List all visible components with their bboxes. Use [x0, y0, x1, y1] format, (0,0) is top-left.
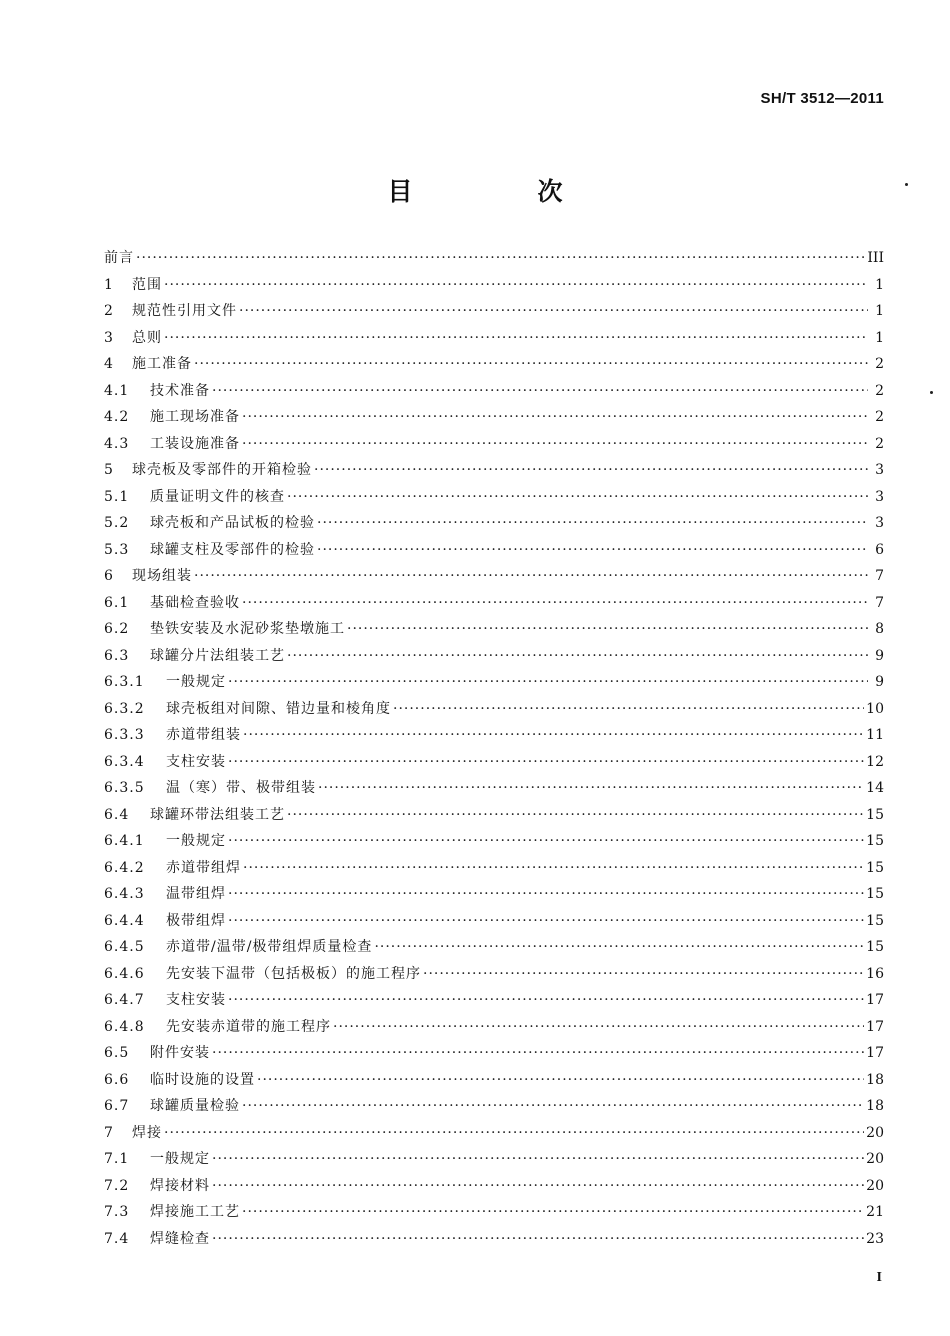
toc-dot-leader — [212, 1231, 864, 1247]
toc-entry-page: 3 — [875, 462, 884, 478]
toc-entry[interactable] — [104, 327, 884, 354]
toc-entry-number: 7.2 — [104, 1177, 130, 1194]
toc-entry-label: 前言 — [104, 250, 134, 266]
toc-entry-number: 6.3.1 — [104, 674, 145, 690]
toc-entry-label: 总则 — [132, 329, 162, 346]
toc-entry-label: 温带组焊 — [166, 886, 226, 902]
toc-dot-leader — [228, 754, 864, 770]
toc-entry-label: 施工现场准备 — [150, 409, 240, 425]
toc-entry-page: 3 — [875, 488, 884, 505]
toc-dot-leader — [257, 1072, 864, 1088]
toc-entry[interactable] — [104, 247, 884, 274]
toc-entry[interactable] — [104, 1148, 884, 1175]
toc-entry-number: 5.1 — [104, 488, 130, 505]
toc-entry-number: 4 — [104, 356, 114, 372]
toc-entry[interactable] — [104, 671, 884, 698]
toc-entry-label: 垫铁安装及水泥砂浆垫墩施工 — [150, 621, 345, 637]
toc-entry-number: 6.5 — [104, 1045, 130, 1061]
toc-entry-label: 临时设施的设置 — [150, 1071, 255, 1088]
toc-entry-label: 球壳板组对间隙、错边量和棱角度 — [166, 700, 391, 717]
toc-entry-label: 球罐分片法组装工艺 — [150, 647, 285, 664]
toc-entry[interactable] — [104, 883, 884, 910]
toc-entry-page: 1 — [875, 276, 884, 293]
toc-entry[interactable] — [104, 1122, 884, 1149]
toc-entry-page: 17 — [866, 992, 884, 1008]
toc-entry-number: 6.4.6 — [104, 965, 145, 982]
toc-entry-label: 球壳板和产品试板的检验 — [150, 515, 315, 531]
toc-entry-page: 2 — [875, 356, 884, 372]
toc-dot-leader — [317, 515, 868, 531]
toc-entry[interactable] — [104, 1095, 884, 1122]
page-number: I — [876, 1270, 882, 1285]
toc-entry[interactable] — [104, 1201, 884, 1228]
toc-entry-number: 6.1 — [104, 594, 130, 611]
toc-entry-page: 7 — [875, 568, 884, 584]
toc-entry-label: 支柱安装 — [166, 992, 226, 1008]
scan-speck — [905, 183, 908, 186]
toc-dot-leader — [136, 250, 865, 266]
toc-entry-label: 附件安装 — [150, 1045, 210, 1061]
toc-entry-label: 焊接 — [132, 1124, 162, 1141]
toc-entry-label: 球罐环带法组装工艺 — [150, 806, 285, 823]
toc-dot-leader — [194, 568, 868, 584]
toc-entry[interactable] — [104, 565, 884, 592]
toc-entry-label: 先安装赤道带的施工程序 — [166, 1018, 331, 1035]
toc-entry[interactable] — [104, 963, 884, 990]
toc-entry[interactable] — [104, 512, 884, 539]
toc-entry-number: 6.3 — [104, 647, 130, 664]
toc-dot-leader — [242, 1204, 864, 1220]
toc-dot-leader — [228, 886, 864, 902]
toc-dot-leader — [242, 595, 868, 611]
toc-dot-leader — [164, 277, 868, 293]
toc-dot-leader — [347, 621, 868, 637]
toc-entry-label: 球罐支柱及零部件的检验 — [150, 541, 315, 558]
toc-entry-page: 12 — [866, 753, 884, 770]
toc-entry-number: 6.7 — [104, 1098, 130, 1114]
toc-entry[interactable] — [104, 830, 884, 857]
toc-entry-page: 9 — [875, 674, 884, 690]
toc-entry[interactable] — [104, 1016, 884, 1043]
toc-entry-number: 6.4.4 — [104, 912, 145, 929]
toc-entry-number: 5 — [104, 462, 114, 478]
toc-entry-label: 现场组装 — [132, 568, 192, 584]
toc-entry-label: 工装设施准备 — [150, 435, 240, 452]
toc-entry-page: 2 — [875, 382, 884, 399]
toc-entry[interactable] — [104, 1228, 884, 1255]
toc-entry-page: 18 — [866, 1098, 884, 1114]
toc-entry-label: 基础检查验收 — [150, 594, 240, 611]
toc-dot-leader — [242, 1098, 864, 1114]
toc-entry-label: 一般规定 — [150, 1151, 210, 1167]
toc-entry[interactable] — [104, 380, 884, 407]
toc-entry[interactable] — [104, 618, 884, 645]
toc-entry[interactable] — [104, 539, 884, 566]
toc-dot-leader — [374, 939, 864, 955]
toc-entry-page: 15 — [866, 912, 884, 929]
toc-dot-leader — [164, 1125, 864, 1141]
toc-entry-label: 赤道带组焊 — [166, 859, 241, 876]
toc-entry-number: 6.4 — [104, 806, 130, 823]
toc-entry-number: 6.4.2 — [104, 859, 145, 876]
toc-dot-leader — [287, 489, 868, 505]
toc-dot-leader — [239, 303, 868, 319]
toc-entry-page: 20 — [866, 1151, 884, 1167]
toc-entry-page: 8 — [875, 621, 884, 637]
scan-speck — [930, 391, 933, 394]
toc-entry-number: 6.3.3 — [104, 727, 145, 743]
toc-entry[interactable] — [104, 645, 884, 672]
toc-entry-number: 6.4.5 — [104, 939, 145, 955]
toc-entry-page: 11 — [866, 727, 884, 743]
toc-entry-label: 一般规定 — [166, 833, 226, 849]
toc-entry-label: 赤道带/温带/极带组焊质量检查 — [166, 939, 373, 955]
toc-dot-leader — [212, 383, 868, 399]
toc-entry-page: 2 — [875, 409, 884, 425]
toc-entry-label: 焊接材料 — [150, 1177, 210, 1194]
toc-entry[interactable] — [104, 433, 884, 460]
toc-entry-page: 9 — [875, 647, 884, 664]
toc-entry[interactable] — [104, 353, 884, 380]
toc-entry-number: 5.2 — [104, 515, 130, 531]
toc-entry-label: 先安装下温带（包括极板）的施工程序 — [166, 965, 421, 982]
toc-entry[interactable] — [104, 777, 884, 804]
toc-entry[interactable] — [104, 724, 884, 751]
toc-dot-leader — [228, 833, 864, 849]
toc-entry[interactable] — [104, 300, 884, 327]
toc-dot-leader — [393, 701, 864, 717]
toc-entry-number: 4.1 — [104, 382, 130, 399]
toc-entry-label: 球壳板及零部件的开箱检验 — [132, 462, 312, 478]
toc-entry-label: 球罐质量检验 — [150, 1098, 240, 1114]
toc-entry-page: III — [867, 250, 884, 266]
toc-entry[interactable] — [104, 406, 884, 433]
toc-dot-leader — [317, 542, 868, 558]
toc-dot-leader — [228, 992, 864, 1008]
table-of-contents — [104, 247, 884, 1254]
toc-entry[interactable] — [104, 857, 884, 884]
toc-entry-label: 赤道带组装 — [166, 727, 241, 743]
toc-entry-label: 温（寒）带、极带组装 — [166, 780, 316, 796]
toc-entry-label: 范围 — [132, 276, 162, 293]
toc-entry-page: 18 — [866, 1071, 884, 1088]
toc-entry[interactable] — [104, 1042, 884, 1069]
toc-dot-leader — [333, 1019, 864, 1035]
toc-entry-number: 6.6 — [104, 1071, 130, 1088]
toc-entry[interactable] — [104, 486, 884, 513]
toc-entry-page: 21 — [866, 1204, 884, 1220]
toc-dot-leader — [287, 807, 864, 823]
toc-entry-label: 施工准备 — [132, 356, 192, 372]
toc-entry-page: 17 — [866, 1045, 884, 1061]
toc-entry-number: 6.4.7 — [104, 992, 145, 1008]
toc-dot-leader — [243, 860, 864, 876]
toc-entry-page: 14 — [866, 780, 884, 796]
toc-entry-number: 6.4.8 — [104, 1018, 145, 1035]
toc-entry-number: 6 — [104, 568, 114, 584]
toc-entry-number: 5.3 — [104, 541, 130, 558]
toc-entry[interactable] — [104, 910, 884, 937]
toc-entry[interactable] — [104, 274, 884, 301]
toc-entry-number: 7.4 — [104, 1230, 130, 1247]
toc-entry-page: 1 — [875, 303, 884, 319]
toc-entry-page: 23 — [866, 1230, 884, 1247]
toc-entry-number: 3 — [104, 329, 114, 346]
toc-entry-page: 15 — [866, 886, 884, 902]
toc-entry-number: 1 — [104, 276, 114, 293]
toc-dot-leader — [242, 436, 868, 452]
toc-entry-number: 7.3 — [104, 1204, 130, 1220]
toc-dot-leader — [212, 1045, 864, 1061]
toc-entry[interactable] — [104, 592, 884, 619]
toc-entry-number: 2 — [104, 303, 114, 319]
toc-entry[interactable] — [104, 1175, 884, 1202]
toc-entry-number: 7 — [104, 1124, 114, 1141]
toc-entry[interactable] — [104, 698, 884, 725]
toc-entry[interactable] — [104, 804, 884, 831]
toc-dot-leader — [228, 913, 864, 929]
toc-entry-page: 6 — [875, 541, 884, 558]
toc-entry-page: 17 — [866, 1018, 884, 1035]
toc-dot-leader — [423, 966, 864, 982]
toc-dot-leader — [228, 674, 868, 690]
toc-entry-page: 20 — [866, 1177, 884, 1194]
toc-entry-page: 15 — [866, 833, 884, 849]
toc-entry-page: 3 — [875, 515, 884, 531]
toc-dot-leader — [194, 356, 868, 372]
toc-entry-number: 6.2 — [104, 621, 130, 637]
toc-entry-page: 7 — [875, 594, 884, 611]
toc-entry-number: 6.3.2 — [104, 700, 145, 717]
toc-entry-page: 2 — [875, 435, 884, 452]
toc-entry-label: 焊接施工工艺 — [150, 1204, 240, 1220]
toc-entry-label: 技术准备 — [150, 382, 210, 399]
toc-entry[interactable] — [104, 751, 884, 778]
toc-entry-number: 6.4.3 — [104, 886, 145, 902]
toc-dot-leader — [318, 780, 864, 796]
toc-entry-page: 1 — [875, 329, 884, 346]
toc-entry-label: 支柱安装 — [166, 753, 226, 770]
toc-entry-page: 20 — [866, 1124, 884, 1141]
toc-entry-number: 4.3 — [104, 435, 130, 452]
toc-dot-leader — [242, 409, 868, 425]
toc-entry-number: 7.1 — [104, 1151, 130, 1167]
page-title: 目 次 — [387, 177, 613, 206]
toc-dot-leader — [164, 330, 868, 346]
standard-code: SH/T 3512—2011 — [760, 90, 884, 107]
toc-entry-page: 15 — [866, 859, 884, 876]
toc-entry[interactable] — [104, 459, 884, 486]
toc-entry-label: 质量证明文件的核查 — [150, 488, 285, 505]
toc-dot-leader — [243, 727, 864, 743]
toc-entry-label: 焊缝检查 — [150, 1230, 210, 1247]
toc-entry-number: 6.4.1 — [104, 833, 145, 849]
toc-entry[interactable] — [104, 936, 884, 963]
toc-entry-number: 6.3.4 — [104, 753, 145, 770]
toc-entry-page: 10 — [866, 700, 884, 717]
toc-entry-page: 16 — [866, 965, 884, 982]
toc-entry-number: 6.3.5 — [104, 780, 145, 796]
toc-dot-leader — [314, 462, 868, 478]
toc-entry-page: 15 — [866, 939, 884, 955]
toc-entry-label: 规范性引用文件 — [132, 303, 237, 319]
toc-dot-leader — [212, 1151, 864, 1167]
toc-dot-leader — [212, 1178, 864, 1194]
toc-entry-label: 一般规定 — [166, 674, 226, 690]
toc-dot-leader — [287, 648, 868, 664]
toc-entry[interactable] — [104, 989, 884, 1016]
toc-entry[interactable] — [104, 1069, 884, 1096]
toc-entry-page: 15 — [866, 806, 884, 823]
toc-entry-number: 4.2 — [104, 409, 130, 425]
toc-entry-label: 极带组焊 — [166, 912, 226, 929]
